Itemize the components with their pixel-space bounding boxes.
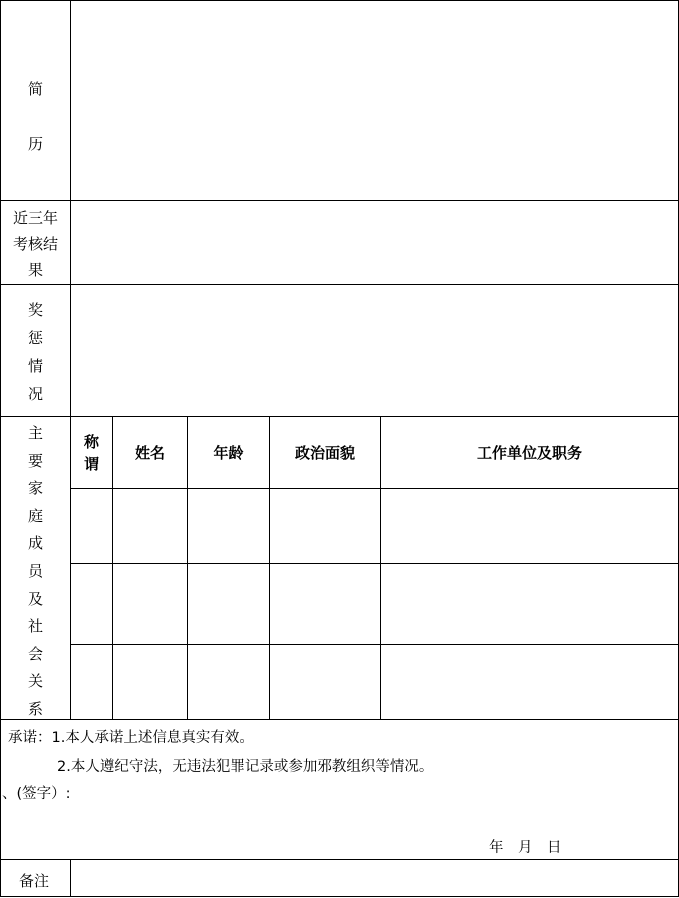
assessment-label <box>1 205 70 283</box>
family-label-char: 系 <box>27 699 43 718</box>
family-cell-title[interactable] <box>71 645 112 719</box>
remarks-field[interactable] <box>71 860 678 896</box>
family-row <box>71 564 678 644</box>
family-label-char: 员 <box>27 561 43 580</box>
family-cell-work[interactable] <box>381 645 678 719</box>
family-row <box>71 645 678 719</box>
family-cell-age[interactable] <box>188 564 269 644</box>
family-cell-title[interactable] <box>71 489 112 563</box>
family-cell-name[interactable] <box>113 645 187 719</box>
resume-label <box>1 78 70 154</box>
family-cell-age[interactable] <box>188 489 269 563</box>
family-header-title-line: 称 <box>83 432 99 451</box>
family-cell-political[interactable] <box>270 564 380 644</box>
rule-bottom <box>0 896 679 897</box>
family-label-char: 会 <box>27 644 43 663</box>
family-cell-name[interactable] <box>113 564 187 644</box>
rewards-label <box>1 296 70 408</box>
family-label-char: 主 <box>27 424 43 442</box>
resume-field[interactable] <box>71 1 678 200</box>
family-label-char: 家 <box>27 479 43 498</box>
rewards-label-char: 奖 <box>27 301 43 319</box>
family-header-title <box>71 417 112 488</box>
resume-label-char: 历 <box>27 135 43 153</box>
rewards-label-char: 况 <box>27 385 43 403</box>
rewards-field[interactable] <box>71 285 678 416</box>
family-label-char: 成 <box>27 534 43 553</box>
pledge-line-2: 2.本人遵纪守法，无违法犯罪记录或参加邪教组织等情况。 <box>57 759 434 775</box>
family-header-title-line: 谓 <box>83 454 99 473</box>
family-cell-political[interactable] <box>270 645 380 719</box>
family-cell-political[interactable] <box>270 489 380 563</box>
rewards-label-char: 情 <box>27 357 43 375</box>
family-cell-work[interactable] <box>381 489 678 563</box>
assessment-label-line: 果 <box>27 261 43 279</box>
family-header-age: 年龄 <box>213 444 244 462</box>
assessment-label-line: 近三年 <box>12 209 58 227</box>
pledge-line-1: 承诺：1.本人承诺上述信息真实有效。 <box>8 730 254 746</box>
family-label-char: 关 <box>27 672 43 691</box>
family-cell-work[interactable] <box>381 564 678 644</box>
assessment-field[interactable] <box>71 201 678 284</box>
rewards-label-char: 惩 <box>27 329 43 347</box>
remarks-label: 备注 <box>19 872 50 890</box>
family-label-char: 社 <box>27 617 43 636</box>
family-header-political: 政治面貌 <box>294 444 355 462</box>
signature-field[interactable] <box>90 780 650 820</box>
resume-label-char: 简 <box>27 80 43 98</box>
family-label-char: 及 <box>27 589 43 608</box>
family-cell-title[interactable] <box>71 564 112 644</box>
family-header-name: 姓名 <box>134 444 165 462</box>
assessment-label-line: 考核结 <box>12 235 58 253</box>
family-label <box>1 420 70 724</box>
family-header-work: 工作单位及职务 <box>476 444 582 462</box>
signature-label: 、(签字）: <box>2 786 71 802</box>
date-line: 年 月 日 <box>489 840 562 856</box>
rule-family-bottom <box>0 719 679 720</box>
family-cell-name[interactable] <box>113 489 187 563</box>
family-row <box>71 489 678 563</box>
family-cell-age[interactable] <box>188 645 269 719</box>
family-label-char: 庭 <box>27 506 43 525</box>
family-label-char: 要 <box>27 451 43 470</box>
